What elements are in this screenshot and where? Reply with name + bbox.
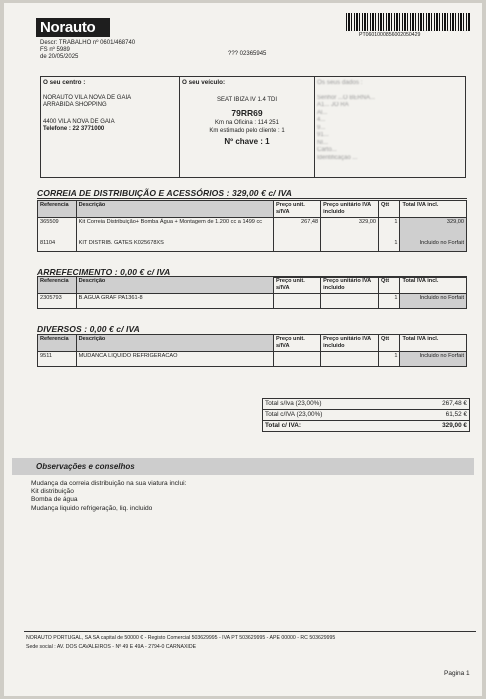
table-cell-price — [273, 293, 320, 308]
items-table — [37, 276, 467, 309]
table-cell-total: Incluido no Forfait — [400, 239, 467, 251]
client-details — [317, 95, 463, 163]
info-divider-2 — [314, 76, 315, 178]
table-cell-total: Incluido no Forfait — [400, 351, 467, 366]
section-title: DIVERSOS : 0,00 € c/ IVA — [37, 324, 140, 334]
vehicle-panel — [182, 79, 312, 146]
table-cell-price-iva — [321, 293, 379, 308]
client-line: 91... — [317, 132, 329, 138]
column-header: Total IVA incl. — [400, 201, 467, 218]
column-header: Descrição — [76, 201, 273, 218]
barcode-number: PT0601000856002050429 — [359, 32, 421, 38]
totals-row — [263, 421, 470, 432]
table-cell-price-iva — [321, 351, 379, 366]
column-header: Preço unitário IVA incluido — [321, 277, 379, 294]
table-cell-qtt: 1 — [379, 293, 400, 308]
table-cell-price-iva — [321, 239, 379, 251]
column-header: Referencia — [38, 277, 77, 294]
totals-label: Total c/IVA (23,00%) — [263, 410, 403, 421]
column-header: Descrição — [76, 277, 273, 294]
table-row — [38, 217, 467, 239]
totals-table — [262, 398, 470, 432]
totals-label: Total s/Iva (23,00%) — [263, 399, 403, 410]
totals-row — [263, 410, 470, 421]
table-cell-desc: KIT DISTRIB. GATES K025678XS — [76, 239, 273, 251]
client-line: 9... — [317, 124, 326, 131]
column-header: Total IVA incl. — [400, 335, 467, 352]
totals-row — [263, 399, 470, 410]
items-table — [37, 200, 467, 252]
table-header-row — [38, 277, 467, 294]
table-header-row — [38, 335, 467, 352]
client-line: Carto... — [317, 147, 337, 153]
footer-line — [24, 631, 476, 632]
totals-value: 267,48 € — [403, 399, 470, 410]
info-divider-1 — [179, 76, 180, 178]
table-cell-qtt: 1 — [379, 239, 400, 251]
column-header: Descrição — [76, 335, 273, 352]
client-line: NI... — [317, 139, 329, 146]
table-cell-total: Incluido no Forfait — [400, 293, 467, 308]
key-label: Nº chave : — [224, 137, 263, 146]
footer-company: NORAUTO PORTUGAL, SA SA capital de 50000 € - Registo Comercial 503629995 - IVA PT 503629995 - APE 00000 - RC 503629995 — [26, 635, 336, 641]
work-description: Descr: TRABALHO nº 0601/468740 — [40, 40, 136, 46]
column-header: Preço unit. s/IVA — [273, 277, 320, 294]
centre-place: ARRABIDA SHOPPING — [43, 102, 107, 108]
centre-phone: Telefone : 22 3771000 — [43, 126, 105, 132]
client-label: Os seus dados : — [317, 79, 363, 86]
table-cell-price-iva: 329,00 — [321, 217, 379, 239]
page-number: Pagina 1 — [444, 670, 470, 677]
items-table — [37, 334, 467, 367]
column-header: Preço unitário IVA incluido — [321, 335, 379, 352]
column-header: Preço unit. s/IVA — [273, 201, 320, 218]
totals-value: 329,00 € — [403, 421, 470, 432]
vehicle-label: O seu veículo: — [182, 79, 226, 86]
client-panel — [317, 79, 463, 162]
table-cell-total: 329,00 — [400, 217, 467, 239]
table-header-row — [38, 201, 467, 218]
invoice-page — [4, 3, 482, 696]
table-cell-price — [273, 239, 320, 251]
table-cell-price — [273, 351, 320, 366]
reference-number: ??? 02365945 — [228, 51, 267, 57]
km-client: Km estimado pelo cliente : 1 — [209, 127, 285, 134]
table-row — [38, 351, 467, 366]
client-line: 4... — [317, 117, 326, 123]
centre-name: NORAUTO VILA NOVA DE GAIA — [43, 94, 132, 101]
table-cell-qtt: 1 — [379, 217, 400, 239]
table-cell-qtt: 1 — [379, 351, 400, 366]
vehicle-model: SEAT IBIZA IV 1.4 TDI — [216, 96, 278, 103]
section-rule — [37, 198, 467, 199]
column-header: Preço unitário IVA incluido — [321, 201, 379, 218]
column-header: Preço unit. s/IVA — [273, 335, 320, 352]
client-line: Senhor ...O BERNA... — [317, 94, 376, 101]
column-header: Referencia — [38, 335, 77, 352]
observations-text — [31, 480, 186, 513]
km-office: Km na Oficina : 114 251 — [215, 120, 279, 126]
table-cell-price: 267,48 — [273, 217, 320, 239]
column-header: Referencia — [38, 201, 77, 218]
client-line: Identificação ... — [317, 154, 358, 161]
centre-label: O seu centro : — [43, 79, 86, 86]
client-line: A1... JO RA — [317, 102, 349, 108]
invoice-date: de 20/05/2025 — [40, 54, 79, 60]
table-row — [38, 239, 467, 251]
table-cell-ref: 9511 — [38, 351, 77, 366]
fs-number: FS nº 5989 — [40, 47, 70, 53]
totals-label: Total c/ IVA: — [263, 421, 403, 432]
observations-title: Observações e conselhos — [12, 458, 474, 475]
observation-line: Bomba de água — [31, 496, 78, 504]
vehicle-plate: 79RR69 — [231, 108, 263, 118]
column-header: Qtt — [379, 335, 400, 352]
column-header: Qtt — [379, 277, 400, 294]
table-cell-desc: MUDANCA LIQUIDO REFRIGERACAO — [76, 351, 273, 366]
key-number — [182, 137, 312, 146]
client-line: Al... — [317, 109, 328, 116]
observation-line: Mudança da correia distribuição na sua viatura inclui: — [31, 480, 187, 487]
column-header: Total IVA incl. — [400, 277, 467, 294]
totals-value: 61,52 € — [403, 410, 470, 421]
observation-line: Mudança liquido refrigeração, liq. incluido — [31, 504, 153, 512]
table-cell-desc: Kit Correia Distribuição+ Bomba Água + Montagem de 1.200 cc a 1499 cc — [76, 217, 273, 239]
column-header: Qtt — [379, 201, 400, 218]
footer-address: Sede social : AV. DOS CAVALEIROS - Nº 49 E 49A - 2794-0 CARNAXIDE — [26, 644, 197, 650]
centre-address: 4400 VILA NOVA DE GAIA — [43, 118, 115, 125]
table-cell-ref: 2305793 — [38, 293, 77, 308]
table-cell-desc: B.AGUA GRAF PA1361-8 — [76, 293, 273, 308]
table-row — [38, 293, 467, 308]
centre-panel — [43, 79, 177, 134]
table-cell-ref: 81104 — [38, 239, 77, 251]
norauto-logo: Norauto — [36, 18, 110, 37]
key-value: 1 — [265, 137, 270, 146]
observation-line: Kit distribuição — [31, 488, 74, 496]
section-title: ARREFECIMENTO : 0,00 € c/ IVA — [37, 267, 171, 277]
table-cell-ref: 365509 — [38, 217, 77, 239]
section-title: CORREIA DE DISTRIBUIÇÃO E ACESSÓRIOS : 329,00 € c/ IVA — [37, 188, 292, 198]
barcode — [346, 13, 470, 31]
